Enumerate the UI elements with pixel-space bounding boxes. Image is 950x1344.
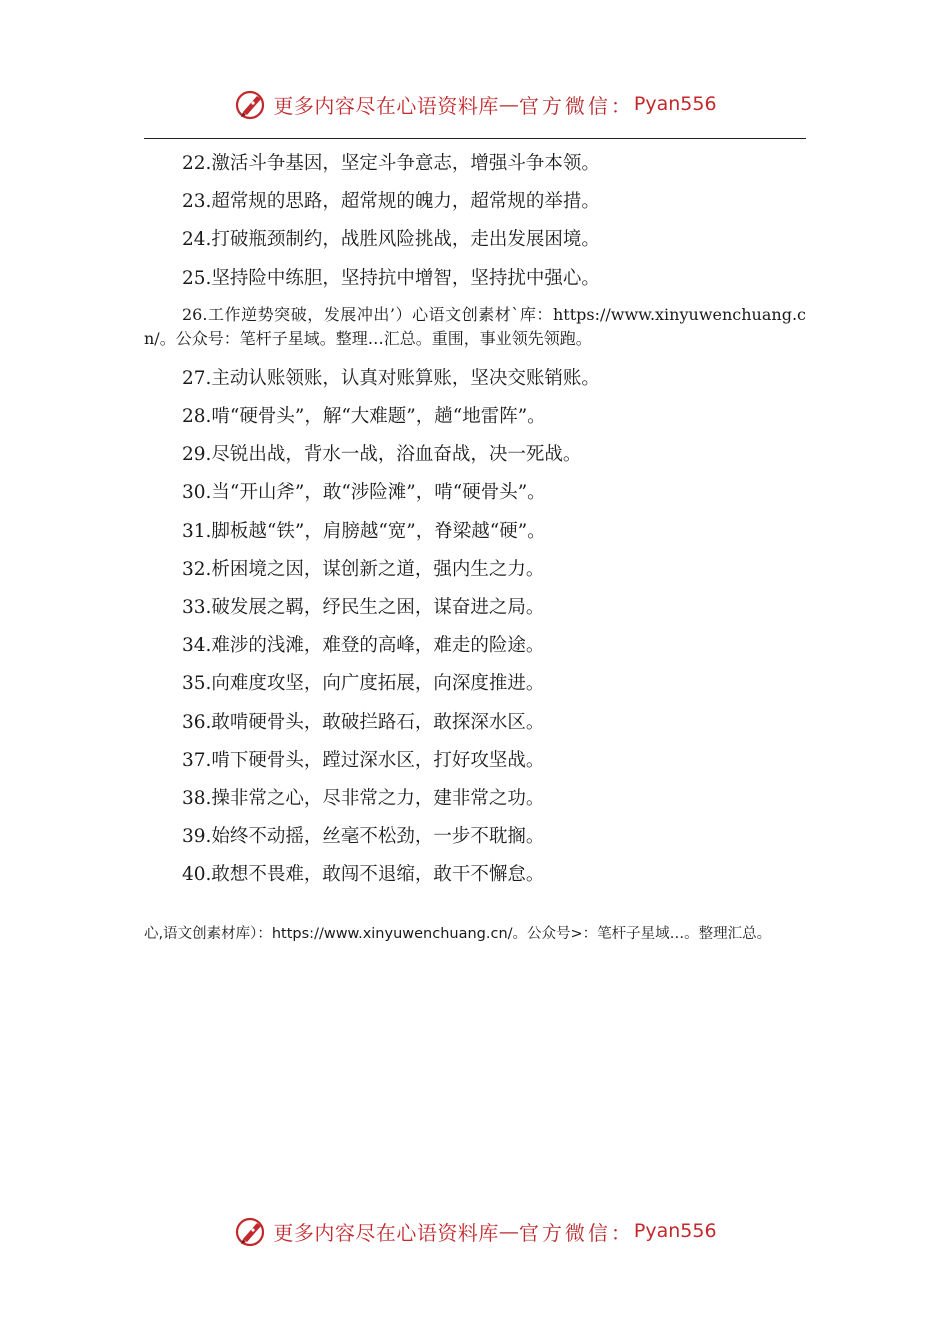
header-banner [0,82,950,126]
list-item: 33.破发展之羁，纾民生之困，谋奋进之局。 [182,597,545,619]
document-body [144,145,806,895]
banner-label: 官方微信： [518,1220,634,1245]
list-item: 23.超常规的思路，超常规的魄力，超常规的举措。 [182,191,600,213]
footer-banner [0,1209,950,1253]
list-item: 31.脚板越“铁”，肩膀越“宽”，脊梁越“硬”。 [182,520,546,542]
list-item: 37.啃下硬骨头，蹚过深水区，打好攻坚战。 [182,749,545,771]
banner-text: 更多内容尽在心语资料库 [273,1220,499,1245]
list-item: 32.析困境之因，谋创新之道，强内生之力。 [182,558,545,580]
list-item: 22.激活斗争基因，坚定斗争意志，增强斗争本领。 [182,153,600,174]
banner-dash: — [498,1219,519,1243]
pen-nib-circle-icon [233,1213,269,1249]
list-item: 40.敢想不畏难，敢闯不退缩，敢干不懈怠。 [182,864,545,886]
banner-wechat-id: Pyan556 [633,93,717,115]
list-item: 38.操非常之心，尽非常之力，建非常之功。 [182,788,545,810]
list-item: 35.向难度攻坚，向广度拓展，向深度推进。 [182,673,545,695]
list-item: 34.难涉的浅滩，难登的高峰，难走的险途。 [182,635,545,657]
banner-text: 更多内容尽在心语资料库 [273,93,499,118]
list-item: 36.敢啃硬骨头，敢破拦路石，敢探深水区。 [182,711,545,733]
footer-banner-inner [233,1213,716,1249]
paragraph-26: 26.工作逆势突破，发展冲出’）心语文创素材`库：https://www.xinyuwenchuang.cn/。公众号：笔杆子星域。整理…汇总。重围，事业领先领跑。 [144,304,806,349]
list-item: 39.始终不动摇，丝毫不松劲，一步不耽搁。 [182,826,545,848]
source-note: 心,语文创素材库）：https://www.xinyuwenchuang.cn/。公众号>：笔杆子星域…。整理汇总。 [144,926,772,942]
banner-wechat-id: Pyan556 [633,1220,717,1242]
list-item: 30.当“开山斧”，敢“涉险滩”，啃“硬骨头”。 [182,482,546,504]
list-item: 24.打破瓶颈制约，战胜风险挑战，走出发展困境。 [182,229,600,251]
banner-label: 官方微信： [518,93,634,118]
header-banner-inner [233,86,716,122]
list-item: 25.坚持险中练胆，坚持抗中增智，坚持扰中强心。 [182,267,600,289]
banner-dash: — [498,92,519,116]
list-item: 29.尽锐出战，背水一战，浴血奋战，决一死战。 [182,444,582,466]
pen-nib-circle-icon [233,86,269,122]
list-item: 28.啃“硬骨头”，解“大难题”，趟“地雷阵”。 [182,406,546,428]
header-rule [144,138,806,139]
list-item: 27.主动认账领账，认真对账算账，坚决交账销账。 [182,367,600,389]
